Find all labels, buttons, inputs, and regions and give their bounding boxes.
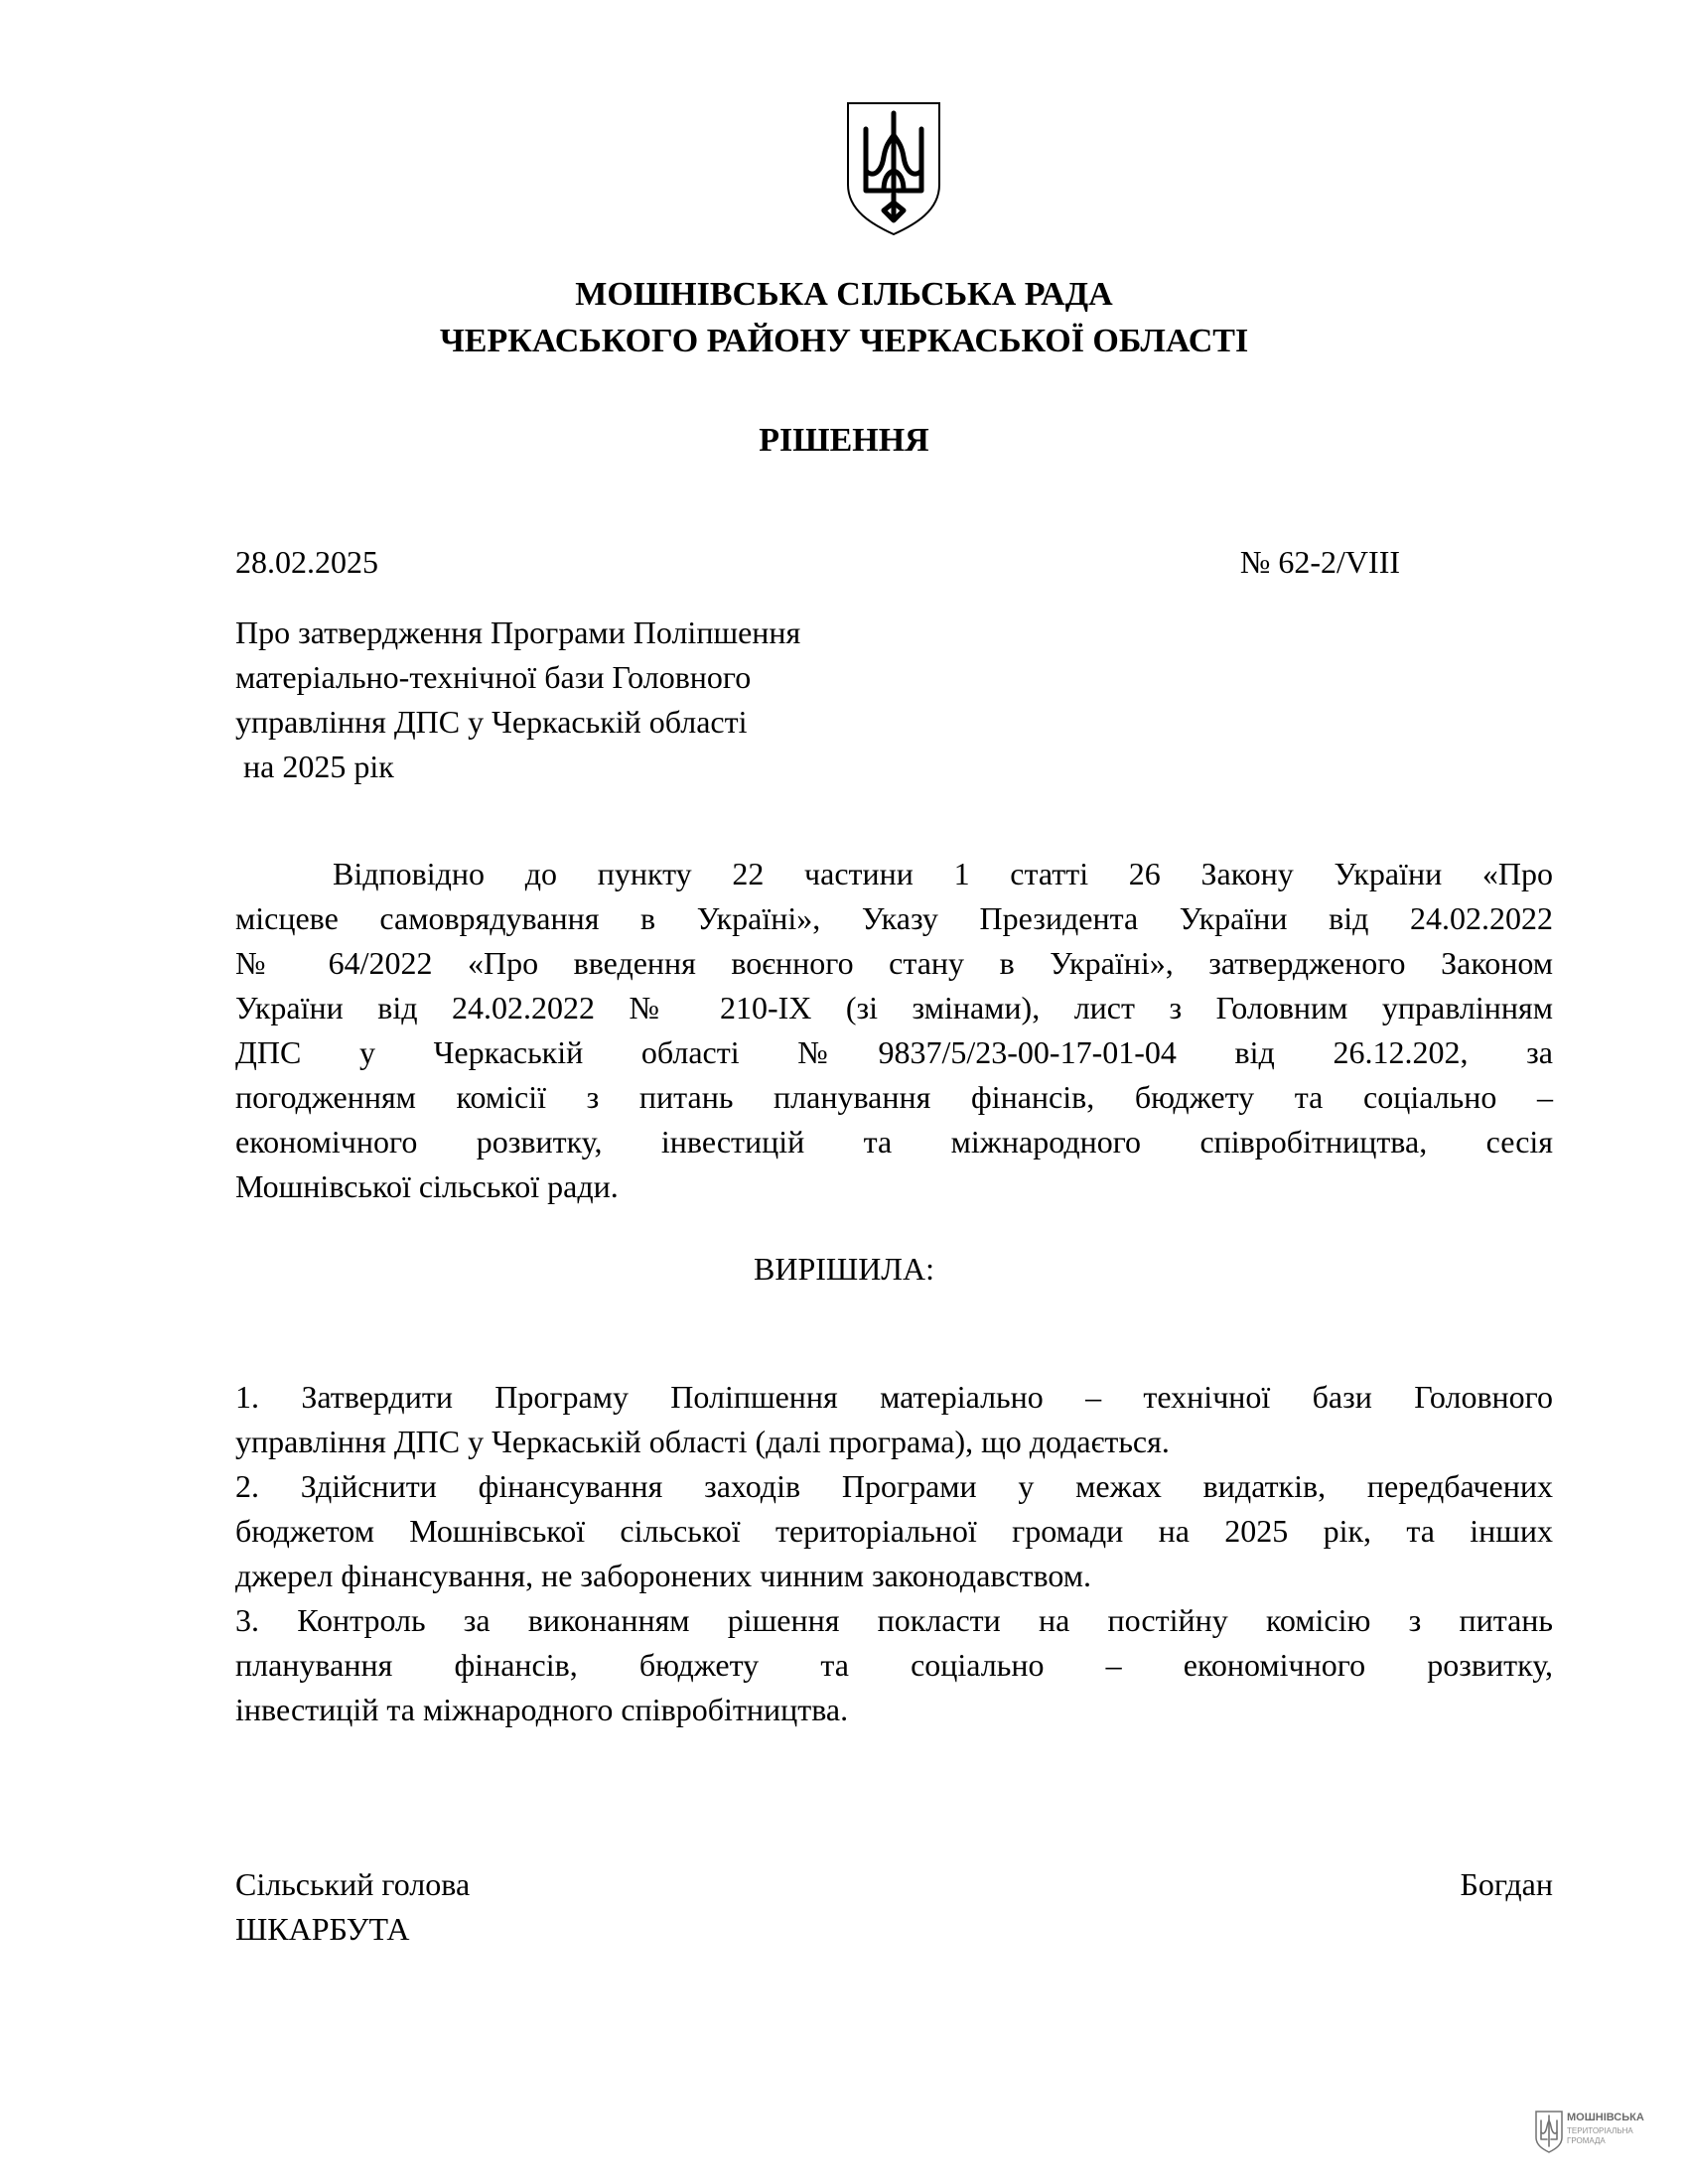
preamble-paragraph (235, 852, 1553, 1209)
organization-district: ЧЕРКАСЬКОГО РАЙОНУ ЧЕРКАСЬКОЇ ОБЛАСТІ (439, 323, 1249, 359)
community-watermark (1534, 2110, 1663, 2154)
subject-line: на 2025 рік (243, 749, 394, 784)
resolution-items (235, 1375, 1553, 1732)
watermark-subtitle: ТЕРИТОРІАЛЬНА (1567, 2126, 1633, 2135)
preamble-line: місцеве самоврядування в Україні», Указу Президента України від 24.02.2022 (235, 900, 1553, 936)
watermark-coat-of-arms-icon (1534, 2110, 1564, 2153)
item-line: планування фінансів, бюджету та соціально – економічного розвитку, (235, 1647, 1553, 1683)
item-line: бюджетом Мошнівської сільської територіальної громади на 2025 рік, та інших (235, 1513, 1553, 1549)
signatory-first-name: Богдан (1460, 1866, 1553, 1902)
document-number: № 62-2/VIII (1239, 544, 1400, 580)
preamble-line: економічного розвитку, інвестицій та міжнародного співробітництва, сесія (235, 1124, 1553, 1160)
preamble-line: погодженням комісії з питань планування фінансів, бюджету та соціально – (235, 1079, 1553, 1115)
subject-line: Про затвердження Програми Поліпшення (235, 614, 801, 650)
resolved-heading: ВИРІШИЛА: (754, 1251, 934, 1287)
signatory-title: Сільський голова (235, 1866, 471, 1902)
item-line: управління ДПС у Черкаській області (далі програма), що додається. (235, 1424, 1170, 1459)
preamble-line: Відповідно до пункту 22 частини 1 статті 26 Закону України «Про (333, 856, 1553, 891)
item-line: інвестицій та міжнародного співробітництва. (235, 1692, 849, 1727)
subject-line: матеріально-технічної бази Головного (235, 659, 752, 695)
watermark-title: МОШНІВСЬКА (1567, 2112, 1644, 2123)
subject-line: управління ДПС у Черкаській області (235, 704, 748, 740)
document-date: 28.02.2025 (235, 544, 378, 580)
watermark-subtitle: ГРОМАДА (1567, 2136, 1606, 2145)
document-subject (235, 611, 950, 789)
item-line: 1. Затвердити Програму Поліпшення матеріально – технічної бази Головного (235, 1379, 1553, 1415)
preamble-line: ДПС у Черкаській області №9837/5/23-00-17-01-04 від 26.12.202, за (235, 1034, 1553, 1070)
preamble-line: № 64/2022 «Про введення воєнного стану в Україні», затвердженого Законом (235, 945, 1553, 981)
signatory-last-name: ШКАРБУТА (235, 1911, 410, 1947)
preamble-line: Мошнівської сільської ради. (235, 1168, 619, 1204)
item-line: 3. Контроль за виконанням рішення покласти на постійну комісію з питань (235, 1602, 1553, 1638)
item-line: джерел фінансування, не заборонених чинним законодавством. (235, 1558, 1092, 1593)
organization-name: МОШНІВСЬКА СІЛЬСЬКА РАДА (575, 276, 1113, 313)
item-line: 2. Здійснити фінансування заходів Програми у межах видатків, передбачених (235, 1468, 1553, 1504)
coat-of-arms-icon (844, 99, 943, 238)
document-type-heading: РІШЕННЯ (759, 422, 929, 459)
preamble-line: України від 24.02.2022 № 210-IX (зі змінами), лист з Головним управлінням (235, 990, 1553, 1025)
